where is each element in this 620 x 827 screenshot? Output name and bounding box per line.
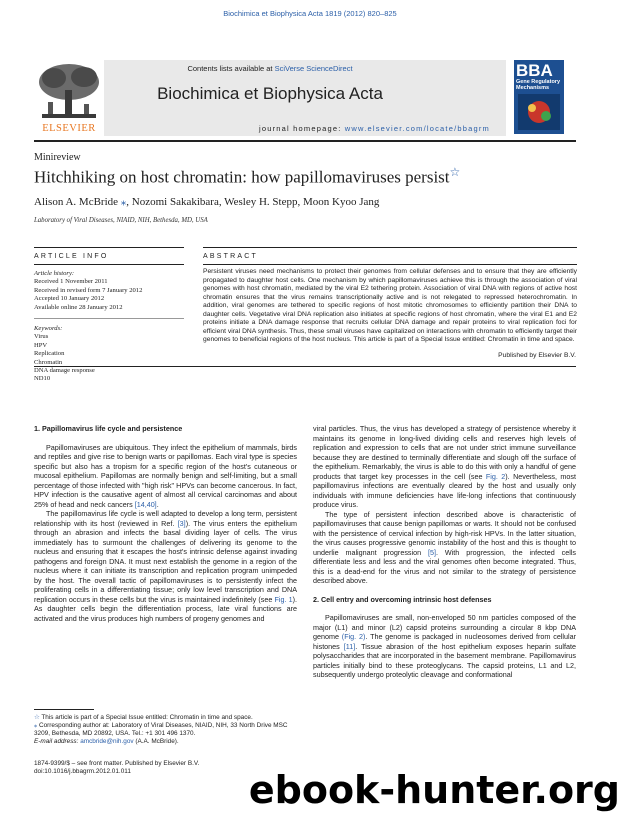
abstract-heading-rule xyxy=(203,264,577,265)
tree-icon xyxy=(34,60,104,122)
paragraph-text: . Tissue abrasion of the host epithelium exposes heparin sulfate polysaccharides that are incorporated in the basement membrane. Papillomavirus particles initially bind to these proteoglycans. The capsid proteins, L1 and L2, subsequently undergo proteolytic cleavage and conformational xyxy=(313,641,576,679)
article-type: Minireview xyxy=(34,152,81,163)
abstract-heading: ABSTRACT xyxy=(203,253,258,260)
footnote-marker: ⁎ xyxy=(34,722,38,729)
paragraph-text: viral particles. Thus, the virus has developed a strategy of persistence whereby it maintains its genome in long-lived dividing cells and reserves high levels of replication and expression to cells that are not under strict immune surveillance because they are destined to terminally differentiate and slough off the surface of the epithelium. Remarkably, the virus is able to do this with only a handful of gene products that target key processes in the cell (see xyxy=(313,424,576,481)
first-author: Alison A. McBride xyxy=(34,196,119,208)
contents-prefix: Contents lists available at xyxy=(187,64,275,73)
section-heading: 2. Cell entry and overcoming intrinsic host defenses xyxy=(313,594,492,604)
cover-subtitle: Gene Regulatory Mechanisms xyxy=(516,79,561,91)
footnote-text: This article is part of a Special Issue entitled: Chromatin in time and space. xyxy=(41,714,253,721)
header-rule xyxy=(34,140,576,142)
history-item: Received 1 November 2011 xyxy=(34,278,108,286)
cover-text xyxy=(516,62,562,91)
affiliation: Laboratory of Viral Diseases, NIAID, NIH, Bethesda, MD, USA xyxy=(34,217,208,224)
watermark-text: ebook-hunter.org xyxy=(248,768,620,812)
paragraph xyxy=(313,424,576,510)
elsevier-wordmark: ELSEVIER xyxy=(42,123,96,134)
paragraph-text: The papillomavirus life cycle is well adapted to develop a long term, persistent relationship with its host (reviewed in Ref. xyxy=(34,509,297,528)
email-label: E-mail address: xyxy=(34,738,79,745)
abstract-bottom-rule xyxy=(34,366,576,367)
info-divider xyxy=(34,312,184,319)
issn-line: 1874-9399/$ – see front matter. Published by Elsevier B.V. xyxy=(34,760,200,767)
paragraph-text: The type of persistent infection described above is characteristic of papillomaviruses that cause benign papillomas or warts. It should not be confused with the persistence of cervical infection by high-risk HPVs. In the latter situation, the virus causes progressive genomic instability of the host and this is thought to underlie malignant progression xyxy=(313,509,576,557)
other-authors: , Nozomi Sakakibara, Wesley H. Stepp, Moon Kyoo Jang xyxy=(126,196,380,208)
history-item: Available online 28 January 2012 xyxy=(34,303,123,311)
citation-link[interactable]: [3] xyxy=(177,518,186,528)
paragraph xyxy=(313,510,576,586)
footnotes xyxy=(34,714,304,746)
author-list xyxy=(34,195,379,208)
abstract-text: Persistent viruses need mechanisms to protect their genomes from cellular defenses and to ensure that they are efficiently propagated to daughter host cells. One mechanism by which papillomaviruses achieve this is through the association of viral genomes with host chromatin, mediated by the viral E2 tethering protein. Association of viral DNA with regions of active host chromatin ensures that the virus remains transcriptionally active and is not relegated to repressed heterochromatin. In addition, viral genomes are tethered to specific regions of host mitotic chromosomes to efficiently partition their DNA to daughter cells. Vegetative viral DNA replication also initiates at specific regions of host chromatin, where the viral E1 and E2 proteins initiate a DNA damage response that recruits cellular DNA damage and repair proteins to viral replication foci for efficient viral DNA synthesis. Thus, these small viruses have capitalized on interactions with chromatin to efficiently target their genomes to beneficial regions of the host nucleus. This article is part of a Special Issue entitled: Chromatin in time and space. xyxy=(203,268,577,343)
paragraph-text: . xyxy=(156,499,159,509)
info-heading-rule xyxy=(34,264,184,265)
email-link[interactable]: amcbride@nih.gov xyxy=(80,738,134,745)
footnote xyxy=(34,722,304,738)
article-title xyxy=(34,165,460,188)
paragraph xyxy=(34,443,297,510)
paragraph-text: . The genome is packaged in nucleosomes derived from cellular histones xyxy=(313,632,576,651)
body-left-column xyxy=(34,424,297,623)
keyword: DNA damage response xyxy=(34,367,95,375)
keyword: Replication xyxy=(34,350,65,358)
contents-line xyxy=(34,64,506,73)
journal-title: Biochimica et Biophysica Acta xyxy=(157,84,383,103)
body-right-column xyxy=(313,424,576,680)
keyword: Chromatin xyxy=(34,358,63,366)
email-name: (A.A. McBride). xyxy=(133,738,179,745)
citation-link[interactable]: [14,40] xyxy=(134,499,157,509)
info-top-rule xyxy=(34,247,184,248)
footnote-text: Corresponding author at: Laboratory of Viral Diseases, NIAID, NIH, 33 North Drive MSC 3209, Bethesda, MD 20892, USA. Tel.: +1 301 496 1370. xyxy=(34,722,288,737)
footnote xyxy=(34,714,304,722)
history-item: Received in revised form 7 January 2012 xyxy=(34,286,143,294)
sciencedirect-link[interactable]: SciVerse ScienceDirect xyxy=(274,64,353,73)
cover-title: BBA xyxy=(516,61,553,80)
abstract-top-rule xyxy=(203,247,577,248)
keyword: ND10 xyxy=(34,375,51,383)
article-title-text: Hitchhiking on host chromatin: how papillomaviruses persist xyxy=(34,167,450,187)
journal-homepage xyxy=(150,124,490,133)
section-heading: 1. Papillomavirus life cycle and persistence xyxy=(34,424,183,433)
citation-link[interactable]: [11] xyxy=(343,641,356,651)
history-item: Accepted 10 January 2012 xyxy=(34,295,105,303)
citation-link[interactable]: [5] xyxy=(428,547,437,557)
paragraph-text: Papillomaviruses are small, non-enveloped 50 nm particles composed of the major (L1) and minor (L2) capsid proteins surrounding a circular 8 kbp DNA genome xyxy=(313,613,576,641)
keyword: HPV xyxy=(34,341,48,349)
homepage-link[interactable]: www.elsevier.com/locate/bbagrm xyxy=(344,124,490,133)
paragraph-text: ). The virus enters the epithelium through an abrasion and infects the basal dividing layer of cells. The virus immediately has to surmount the challenges of delivering its genome to the nucleus and ensuring that it escapes the host's intrinsic defense against invading pathogens and foreign DNA. It must next establish the genome in a region of the nucleus where it can initiate its transcription and replication program unimpeded by the host. The overall tactic of papillomaviruses is to persistently infect the proliferating cells in a differentiating tissue; only low level transcription and DNA replication occurs in these cells but the virus is maintained indefinitely (see xyxy=(34,518,297,604)
doi-line[interactable]: doi:10.1016/j.bbagrm.2012.01.011 xyxy=(34,768,131,775)
paragraph-text: Papillomaviruses are ubiquitous. They infect the epithelium of mammals, birds and reptiles and give rise to benign warts or papillomas. Each viral type is species specific but also has a tropism for a specific region of the host's cutaneous or mucosal epithelium. Papillomas are normally benign and self-limiting, but a small percentage of those infected with "high risk" HPVs can become cancerous. In fact, HPV infection is the causative agent of almost all cervical carcinomas and about 25% of head and neck cancers xyxy=(34,442,297,509)
paragraph xyxy=(313,613,576,680)
homepage-prefix: journal homepage: xyxy=(258,124,345,133)
title-footnote-marker[interactable]: ☆ xyxy=(449,165,461,179)
paragraph xyxy=(34,509,297,623)
keywords-label: Keywords: xyxy=(34,325,63,333)
figure-link[interactable]: (Fig. 2) xyxy=(341,632,366,641)
abstract-publisher: Published by Elsevier B.V. xyxy=(498,352,576,359)
figure-link[interactable]: Fig. 2 xyxy=(485,471,506,481)
history-label: Article history: xyxy=(34,270,75,277)
footnote-rule xyxy=(34,709,94,710)
paragraph-text: . With progression, the infected cells differentiate less and less and the viral genomes often become integrated. Thus, this is a dead-end for the virus and not similar to the strategy of persistence described above. xyxy=(313,547,576,585)
footnote-marker: ☆ xyxy=(34,714,40,721)
corresponding-author-marker[interactable]: ⁎ xyxy=(118,196,127,208)
keyword: Virus xyxy=(34,333,49,341)
article-info-heading: ARTICLE INFO xyxy=(34,253,109,260)
footnote-email xyxy=(34,738,304,746)
paragraph-text: ). Nevertheless, most papillomavirus infections are eventually cleared by the host and usually only individuals with immune deficiencies have life-long infections that continuously produce virus. xyxy=(313,471,577,509)
paragraph-text: ). As daughter cells begin the differentiation process, late viral functions are activated and the virus produces high numbers of progeny genomes and xyxy=(34,594,297,623)
journal-reference: Biochimica et Biophysica Acta 1819 (2012) 820–825 xyxy=(223,9,397,18)
figure-link[interactable]: Fig. 1 xyxy=(274,594,293,604)
